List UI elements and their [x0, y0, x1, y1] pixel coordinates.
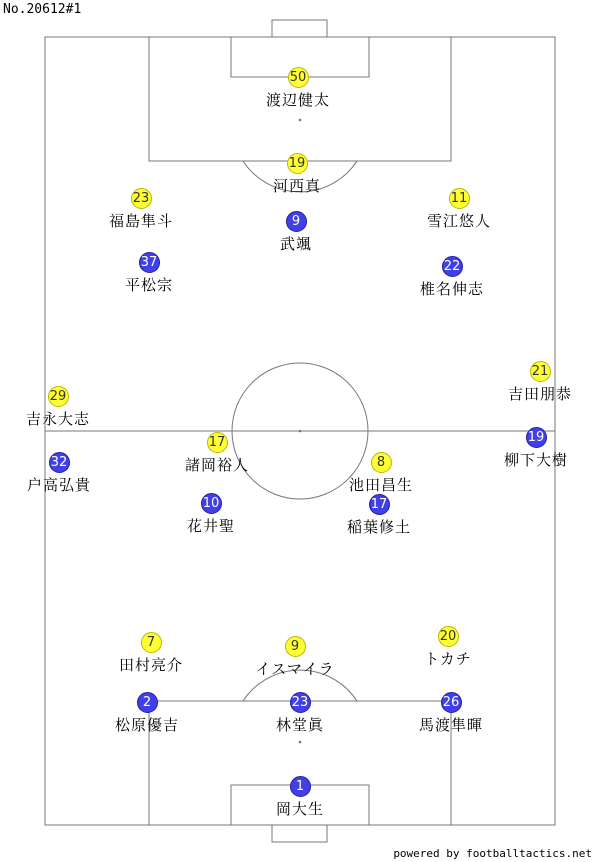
- player-number: 19: [287, 153, 308, 174]
- player-name: 吉永大志: [25, 410, 90, 428]
- player-name: 武颯: [279, 235, 312, 253]
- player-marker: [61, 188, 221, 231]
- player-number: 19: [526, 427, 547, 448]
- credit-text: powered by footballtactics.net: [393, 847, 592, 860]
- center-spot: [299, 430, 302, 433]
- player-number: 9: [286, 211, 307, 232]
- player-name: 田村亮介: [118, 656, 183, 674]
- player-number: 11: [449, 188, 470, 209]
- player-number: 17: [369, 494, 390, 515]
- player-number: 37: [139, 252, 160, 273]
- bottom-penalty-spot: [299, 741, 302, 744]
- player-number: 1: [290, 776, 311, 797]
- player-number: 32: [49, 452, 70, 473]
- player-name: 馬渡隼暉: [418, 716, 483, 734]
- player-name: 花井聖: [186, 517, 235, 535]
- player-number: 20: [438, 626, 459, 647]
- top-goal: [272, 20, 327, 37]
- player-name: 椎名伸志: [419, 280, 484, 298]
- player-name: 岡大生: [275, 800, 324, 818]
- bottom-goal: [272, 825, 327, 842]
- player-marker: [0, 452, 139, 495]
- player-name: 福島隼斗: [108, 212, 173, 230]
- player-name: 雪江悠人: [426, 212, 491, 230]
- player-name: 柳下大樹: [503, 451, 568, 469]
- player-number: 22: [442, 256, 463, 277]
- player-name: 户高弘貴: [26, 476, 91, 494]
- player-name: 松原優吉: [114, 716, 179, 734]
- player-number: 29: [48, 386, 69, 407]
- player-marker: [368, 626, 528, 669]
- player-marker: [137, 432, 297, 475]
- player-name: 吉田朋恭: [507, 385, 572, 403]
- player-marker: [456, 427, 600, 470]
- player-marker: [460, 361, 600, 404]
- player-name: イスマイラ: [255, 660, 335, 678]
- player-marker: [372, 256, 532, 299]
- player-marker: [379, 188, 539, 231]
- player-marker: [299, 494, 459, 537]
- page-title: No.20612#1: [3, 2, 82, 17]
- player-name: 諸岡裕人: [184, 456, 249, 474]
- player-number: 2: [137, 692, 158, 713]
- player-marker: [218, 67, 378, 110]
- player-marker: [217, 153, 377, 196]
- player-number: 17: [207, 432, 228, 453]
- top-penalty-spot: [299, 119, 302, 122]
- player-name: トカチ: [424, 650, 472, 668]
- player-number: 50: [288, 67, 309, 88]
- player-number: 9: [285, 636, 306, 657]
- player-name: 稲葉修土: [346, 518, 411, 536]
- player-number: 26: [441, 692, 462, 713]
- player-number: 8: [371, 452, 392, 473]
- player-marker: [67, 692, 227, 735]
- player-marker: [69, 252, 229, 295]
- player-marker: [131, 493, 291, 536]
- player-marker: [216, 211, 376, 254]
- player-marker: [301, 452, 461, 495]
- player-marker: [0, 386, 138, 429]
- player-name: 池田昌生: [348, 476, 413, 494]
- player-number: 21: [530, 361, 551, 382]
- player-marker: [215, 636, 375, 679]
- player-name: 平松宗: [124, 276, 173, 294]
- player-number: 23: [290, 692, 311, 713]
- player-name: 渡辺健太: [265, 91, 330, 109]
- player-name: 河西真: [272, 177, 321, 195]
- player-marker: [220, 692, 380, 735]
- player-name: 林堂眞: [275, 716, 324, 734]
- player-number: 7: [141, 632, 162, 653]
- player-number: 23: [131, 188, 152, 209]
- player-number: 10: [201, 493, 222, 514]
- player-marker: [371, 692, 531, 735]
- player-marker: [220, 776, 380, 819]
- player-marker: [71, 632, 231, 675]
